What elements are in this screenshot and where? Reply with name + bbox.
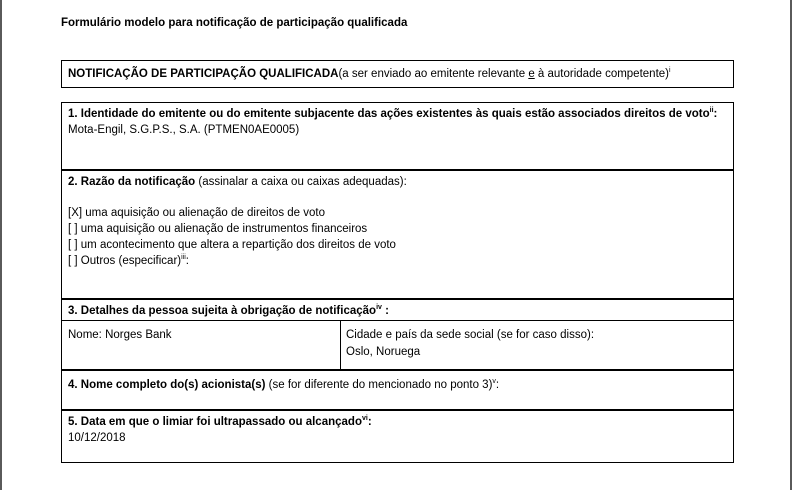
footnote-marker: ii — [709, 107, 714, 115]
reason-option-other: [ ] Outros (especificar) — [68, 255, 182, 267]
section-1-box — [61, 102, 734, 170]
section-5-colon: : — [367, 416, 372, 428]
section-4-note: (se for diferente do mencionado no ponto 3) — [265, 379, 493, 391]
form-title: Formulário modelo para notificação de participação qualificada — [61, 17, 408, 29]
notification-header-line — [68, 68, 671, 80]
section-1-colon: : — [713, 108, 718, 120]
section-2-label: 2. Razão da notificação — [68, 176, 196, 188]
section-3-column-divider — [340, 320, 341, 369]
reason-option-acquisition-financial-instruments: [ ] uma aquisição ou alienação de instrumentos financeiros — [68, 223, 368, 235]
registered-office-value: Oslo, Noruega — [346, 346, 421, 358]
footnote-marker: i — [669, 67, 671, 75]
footnote-marker: vi — [361, 415, 368, 423]
section-1-label-line — [68, 108, 717, 120]
notification-subtitle-pre: (a ser enviado ao emitente relevante — [338, 68, 529, 80]
footnote-marker: v — [492, 378, 496, 386]
reason-option-other-line — [68, 255, 189, 267]
section-2-box — [61, 170, 734, 299]
section-3-colon: : — [381, 305, 389, 317]
notification-header-box — [61, 60, 734, 88]
issuer-name: Mota-Engil, S.G.P.S., S.A. (PTMEN0AE0005) — [68, 124, 300, 136]
reason-option-other-colon: : — [185, 255, 189, 267]
page-edge-left — [0, 0, 2, 490]
person-name: Nome: Norges Bank — [68, 329, 172, 341]
notification-subtitle-e: e — [528, 68, 535, 80]
section-5-label: 5. Data em que o limiar foi ultrapassado ou alcançado — [68, 416, 362, 428]
section-3-label-line — [68, 305, 389, 317]
section-5-label-line — [68, 416, 372, 428]
section-2-note: (assinalar a caixa ou caixas adequadas): — [195, 176, 407, 188]
section-1-label: 1. Identidade do emitente ou do emitente subjacente das ações existentes às quais estão associados direitos de voto — [68, 108, 710, 120]
section-4-colon: : — [495, 379, 500, 391]
notification-title: NOTIFICAÇÃO DE PARTICIPAÇÃO QUALIFICADA — [68, 68, 339, 80]
threshold-date: 10/12/2018 — [68, 432, 126, 444]
section-4-label: 4. Nome completo do(s) acionista(s) — [68, 379, 266, 391]
footnote-marker: iii — [181, 254, 186, 262]
section-3-label: 3. Detalhes da pessoa sujeita à obrigação de notificação — [68, 305, 377, 317]
section-4-label-line — [68, 379, 499, 391]
registered-office-label: Cidade e país da sede social (se for caso disso): — [346, 329, 595, 341]
section-3-box — [61, 299, 734, 370]
section-3-divider — [62, 320, 733, 321]
reason-option-event-voting-rights: [ ] um acontecimento que altera a repartição dos direitos de voto — [68, 239, 396, 251]
section-5-box — [61, 410, 734, 463]
section-4-box — [61, 370, 734, 410]
reason-option-acquisition-voting-rights: [X] uma aquisição ou alienação de direitos de voto — [68, 207, 325, 219]
section-2-label-line — [68, 176, 407, 188]
footnote-marker: iv — [376, 304, 382, 312]
notification-subtitle-post: à autoridade competente) — [534, 68, 669, 80]
